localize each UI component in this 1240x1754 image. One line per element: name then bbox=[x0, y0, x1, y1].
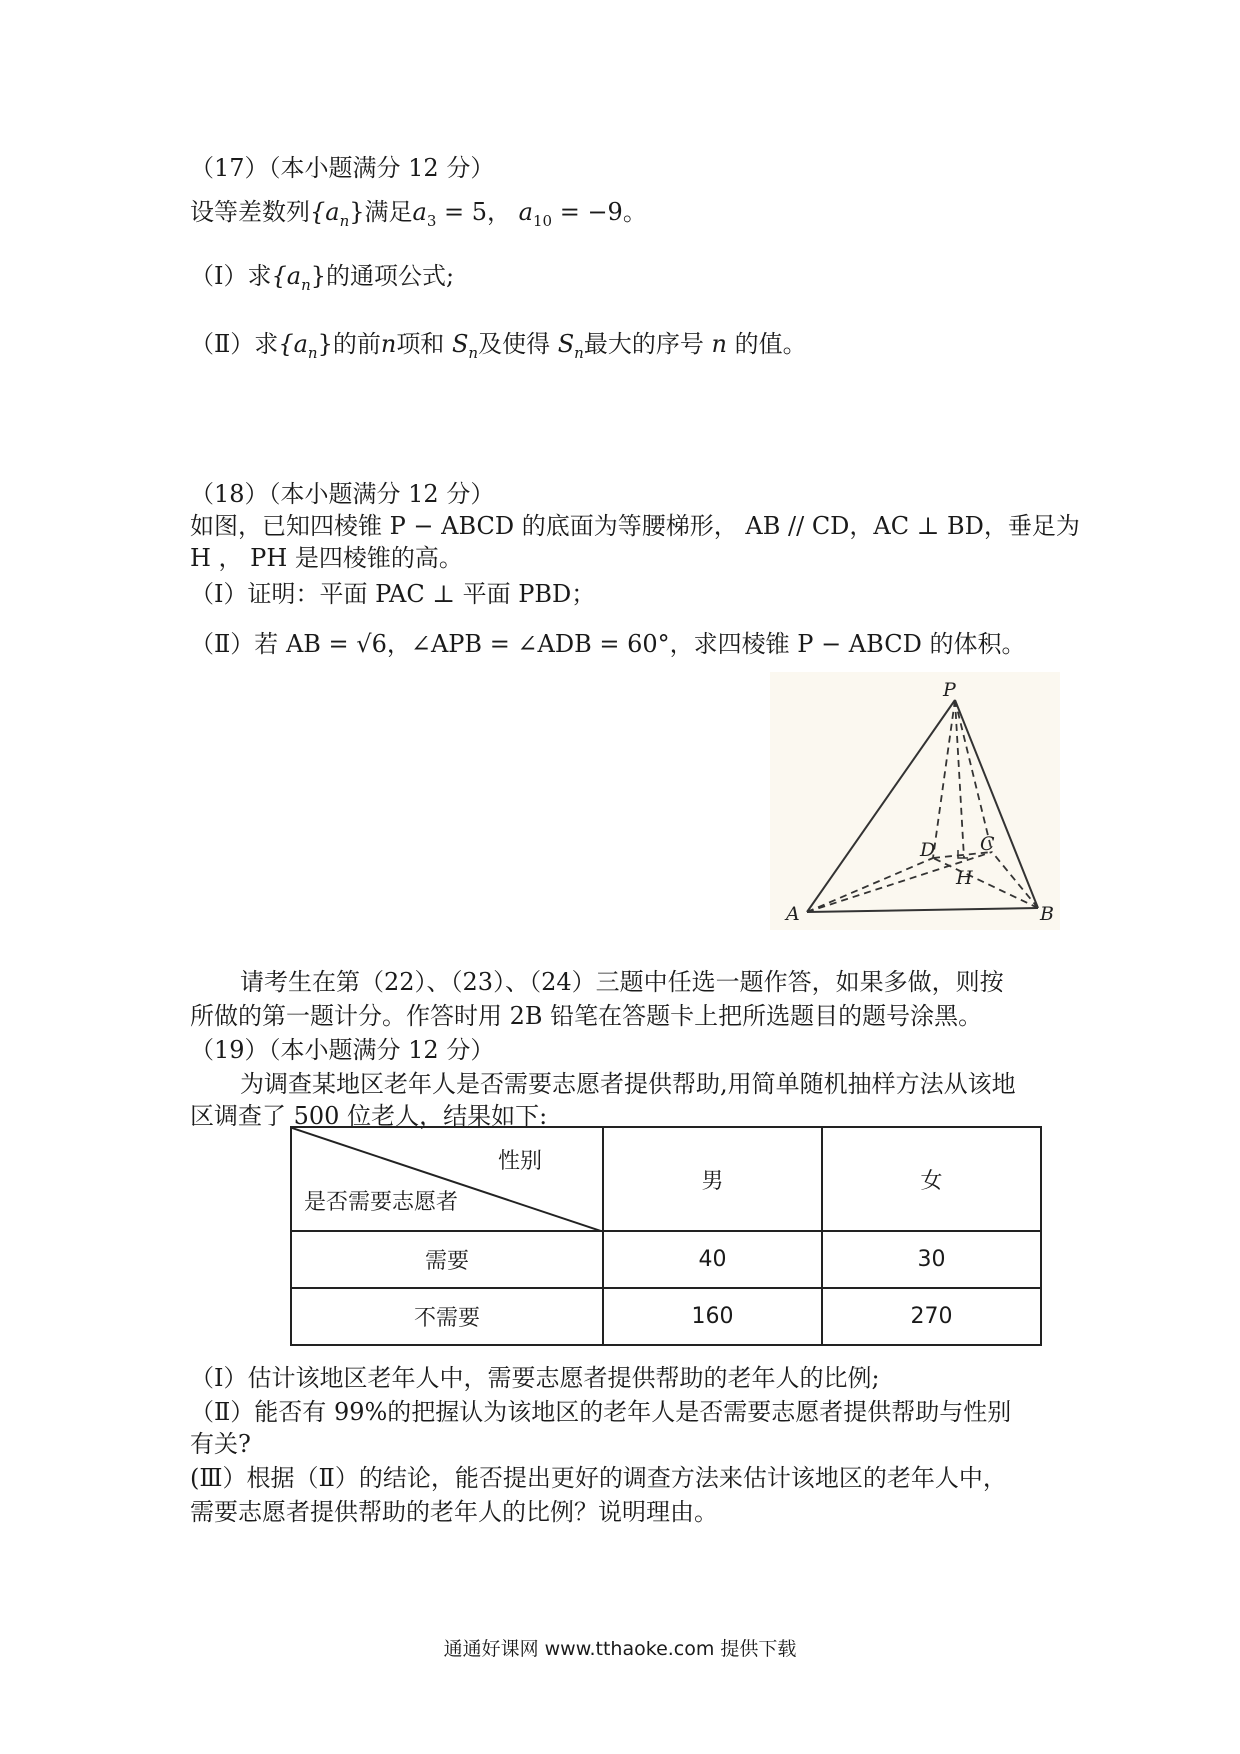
q17-part2-seq-close: } bbox=[317, 330, 333, 358]
table-row-label: 不需要 bbox=[291, 1288, 603, 1345]
label-D: D bbox=[920, 839, 936, 861]
q18-part1: （Ⅰ）证明：平面 PAC ⊥ 平面 PBD； bbox=[190, 580, 596, 608]
q17-stem bbox=[190, 196, 647, 237]
edge-PC bbox=[955, 700, 992, 852]
page-footer: 通通好课网 www.tthaoke.com 提供下载 bbox=[443, 1638, 797, 1660]
q17-part2-S1: S bbox=[451, 330, 469, 358]
note-line2: 所做的第一题计分。作答时用 2B 铅笔在答题卡上把所选题目的题号涂黑。 bbox=[190, 1002, 983, 1030]
table-cell: 40 bbox=[603, 1231, 822, 1288]
q17-stem-prefix: 设等差数列 bbox=[190, 198, 310, 226]
table-corner-cell bbox=[291, 1127, 603, 1231]
table-col-header: 男 bbox=[603, 1127, 822, 1231]
pyramid-svg bbox=[770, 672, 1060, 930]
corner-diagonal bbox=[292, 1128, 604, 1232]
table-row bbox=[291, 1231, 1041, 1288]
q17-a3-var: a bbox=[412, 198, 427, 226]
q17-part2-a: 的前 bbox=[332, 330, 381, 358]
edge-PA bbox=[807, 700, 955, 912]
q17-part1-seq-close: } bbox=[310, 262, 327, 290]
q17-part2-n2: n bbox=[711, 330, 727, 358]
q17-part2-e: 的值。 bbox=[734, 330, 807, 358]
label-H: H bbox=[956, 867, 973, 889]
table-cell: 270 bbox=[822, 1288, 1041, 1345]
table-row bbox=[291, 1288, 1041, 1345]
q17-part1-suffix: 的通项公式; bbox=[326, 262, 455, 290]
q17-part2 bbox=[190, 328, 807, 369]
q17-a10-rest: = −9。 bbox=[552, 198, 647, 226]
q19-line1: 为调查某地区老年人是否需要志愿者提供帮助,用简单随机抽样方法从该地 bbox=[240, 1070, 1016, 1098]
q19-part2-line1: （Ⅱ）能否有 99%的把握认为该地区的老年人是否需要志愿者提供帮助与性别 bbox=[190, 1398, 1012, 1426]
q17-part1 bbox=[190, 260, 454, 301]
q17-part2-n1: n bbox=[380, 330, 397, 358]
q19-header: （19）（本小题满分 12 分） bbox=[190, 1036, 495, 1064]
q18-line1: 如图，已知四棱锥 P − ABCD 的底面为等腰梯形， AB // CD，AC ⊥ BD，垂足为 bbox=[190, 512, 1080, 540]
q17-part2-b: 项和 bbox=[396, 330, 445, 358]
q17-a10-sub: 10 bbox=[532, 211, 553, 230]
q17-a10-var: a bbox=[518, 198, 533, 226]
q17-part2-S1-sub: n bbox=[468, 343, 479, 362]
table-cell: 30 bbox=[822, 1231, 1041, 1288]
q19-part3-line1: (Ⅲ）根据（Ⅱ）的结论，能否提出更好的调查方法来估计该地区的老年人中， bbox=[190, 1464, 1007, 1492]
note-line1: 请考生在第（22）、（23）、（24）三题中任选一题作答，如果多做，则按 bbox=[240, 968, 1004, 996]
edge-PD bbox=[933, 700, 955, 858]
q17-seq-open: {a bbox=[310, 198, 340, 226]
table-header-row bbox=[291, 1127, 1041, 1231]
q19-part2-line2: 有关? bbox=[190, 1430, 251, 1458]
survey-table bbox=[290, 1126, 1042, 1346]
q17-part2-seq: {a bbox=[278, 330, 308, 358]
q17-part2-S2-sub: n bbox=[574, 343, 584, 362]
q19-part3-line2: 需要志愿者提供帮助的老年人的比例？说明理由。 bbox=[190, 1498, 718, 1526]
height-PH bbox=[955, 700, 964, 858]
q17-a3-sub: 3 bbox=[426, 211, 437, 230]
edge-AB bbox=[807, 908, 1038, 912]
diag-BD bbox=[933, 858, 1038, 908]
corner-bottom-label: 是否需要志愿者 bbox=[304, 1190, 459, 1215]
q17-seq-close: } bbox=[349, 198, 365, 226]
label-C: C bbox=[980, 833, 995, 855]
table-col-header: 女 bbox=[822, 1127, 1041, 1231]
q17-part1-seq: {a bbox=[271, 262, 302, 290]
q17-part1-seq-sub: n bbox=[301, 275, 311, 294]
q17-header: （17）（本小题满分 12 分） bbox=[190, 154, 495, 182]
q19-line2: 区调查了 500 位老人，结果如下: bbox=[190, 1102, 548, 1130]
q17-part2-seq-sub: n bbox=[307, 343, 318, 362]
edge-BC bbox=[992, 852, 1038, 908]
table-cell: 160 bbox=[603, 1288, 822, 1345]
q18-line2: H ， PH 是四棱锥的高。 bbox=[190, 544, 463, 572]
q17-part2-S2: S bbox=[557, 330, 575, 358]
label-P: P bbox=[943, 679, 956, 701]
label-A: A bbox=[786, 903, 800, 925]
q17-seq-sub: n bbox=[339, 211, 350, 230]
q17-part1-prefix: （Ⅰ）求 bbox=[190, 262, 272, 290]
q17-part2-d: 最大的序号 bbox=[583, 330, 704, 358]
q17-a3-rest: = 5， bbox=[436, 198, 512, 226]
q17-part2-c: 及使得 bbox=[478, 330, 551, 358]
table-row-label: 需要 bbox=[291, 1231, 603, 1288]
pyramid-figure bbox=[770, 672, 1060, 930]
label-B: B bbox=[1040, 903, 1054, 925]
corner-top-label: 性别 bbox=[497, 1149, 542, 1174]
q17-part2-prefix: （Ⅱ）求 bbox=[190, 330, 279, 358]
q18-part2: （Ⅱ）若 AB = √6，∠APB = ∠ADB = 60°，求四棱锥 P − ABCD 的体积。 bbox=[190, 630, 1026, 658]
q19-part1: （Ⅰ）估计该地区老年人中，需要志愿者提供帮助的老年人的比例; bbox=[190, 1364, 880, 1392]
q17-stem-mid: 满足 bbox=[364, 198, 413, 226]
q18-header: （18）（本小题满分 12 分） bbox=[190, 480, 495, 508]
right-angle-mark bbox=[958, 850, 968, 858]
